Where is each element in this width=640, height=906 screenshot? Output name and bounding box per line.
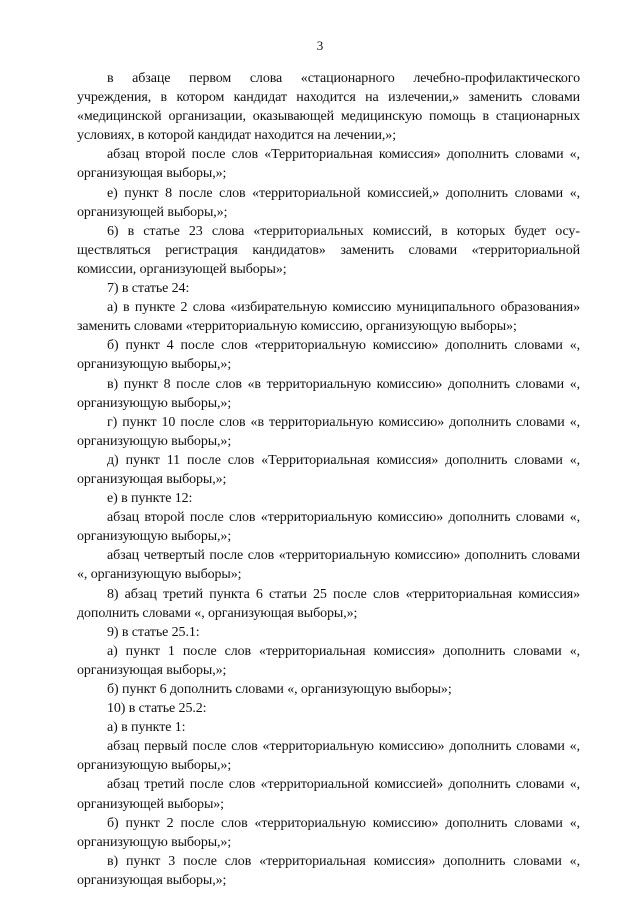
paragraph: б) пункт 6 дополнить словами «, организующую выборы»; xyxy=(107,682,452,697)
paragraph: е) пункт 8 после слов «территориальной комиссией,» дополнить словами «, организующей выборы,»; xyxy=(77,185,580,220)
paragraph: абзац четвертый после слов «территориальную комиссию» дополнить словами «, организующую выборы»; xyxy=(77,548,580,583)
paragraph: 9) в статье 25.1: xyxy=(107,624,200,640)
document-body xyxy=(77,69,580,890)
paragraph: г) пункт 10 после слов «в территориальную комиссию» дополнить словами «, организующую выборы,»; xyxy=(77,414,580,449)
paragraph: в) пункт 3 после слов «территориальная комиссия» дополнить словами «, организующая выборы,»; xyxy=(77,853,580,888)
page-number: 3 xyxy=(316,38,324,53)
paragraph: 8) абзац третий пункта 6 статьи 25 после слов «территориальная комиссия» дополнить словами «, организующая выборы,»; xyxy=(77,586,580,621)
paragraph: б) пункт 4 после слов «территориальную комиссию» дополнить словами «, организующую выборы,»; xyxy=(77,338,580,373)
paragraph: абзац второй после слов «территориальную комиссию» дополнить словами «, организующую выборы,»; xyxy=(77,510,580,545)
paragraph: д) пункт 11 после слов «Территориальная комиссия» дополнить словами «, организующая выборы,»; xyxy=(77,452,580,487)
paragraph: абзац второй после слов «Территориальная комиссия» дополнить словами «, организующая выборы,»; xyxy=(77,147,580,182)
paragraph: а) пункт 1 после слов «территориальная комиссия» дополнить словами «, организующая выборы,»; xyxy=(77,643,580,678)
paragraph: 6) в статье 23 слова «территориальных комиссий, в которых будет осуществляться регистрация кандидатов» заменить словами «территориальной комиссии, организующей выборы»; xyxy=(77,223,580,277)
paragraph: в абзаце первом слова «стационарного лечебно-профилактического учреждения, в котором кандидат находится на излечении,» заменить словами «медицинской организации, оказывающей медицинскую помощь в стационарных условиях, в которой кандидат находится на лечении,»; xyxy=(77,71,580,144)
paragraph: 10) в статье 25.2: xyxy=(107,701,207,717)
paragraph: 7) в статье 24: xyxy=(107,281,190,297)
paragraph: абзац третий после слов «территориальной комиссией» дополнить словами «, организующей выборы»; xyxy=(77,777,580,812)
paragraph: а) в пункте 1: xyxy=(107,720,186,736)
paragraph: е) в пункте 12: xyxy=(107,491,193,507)
paragraph: абзац первый после слов «территориальную комиссию» дополнить словами «, организующую выборы,»; xyxy=(77,739,580,774)
paragraph: б) пункт 2 после слов «территориальную комиссию» дополнить словами «, организующую выборы,»; xyxy=(77,815,580,850)
paragraph: в) пункт 8 после слов «в территориальную комиссию» дополнить словами «, организующую выборы,»; xyxy=(77,376,580,411)
paragraph: а) в пункте 2 слова «избирательную комиссию муниципального образования» заменить словами «территориальную комиссию, организующую выборы»; xyxy=(77,300,580,335)
